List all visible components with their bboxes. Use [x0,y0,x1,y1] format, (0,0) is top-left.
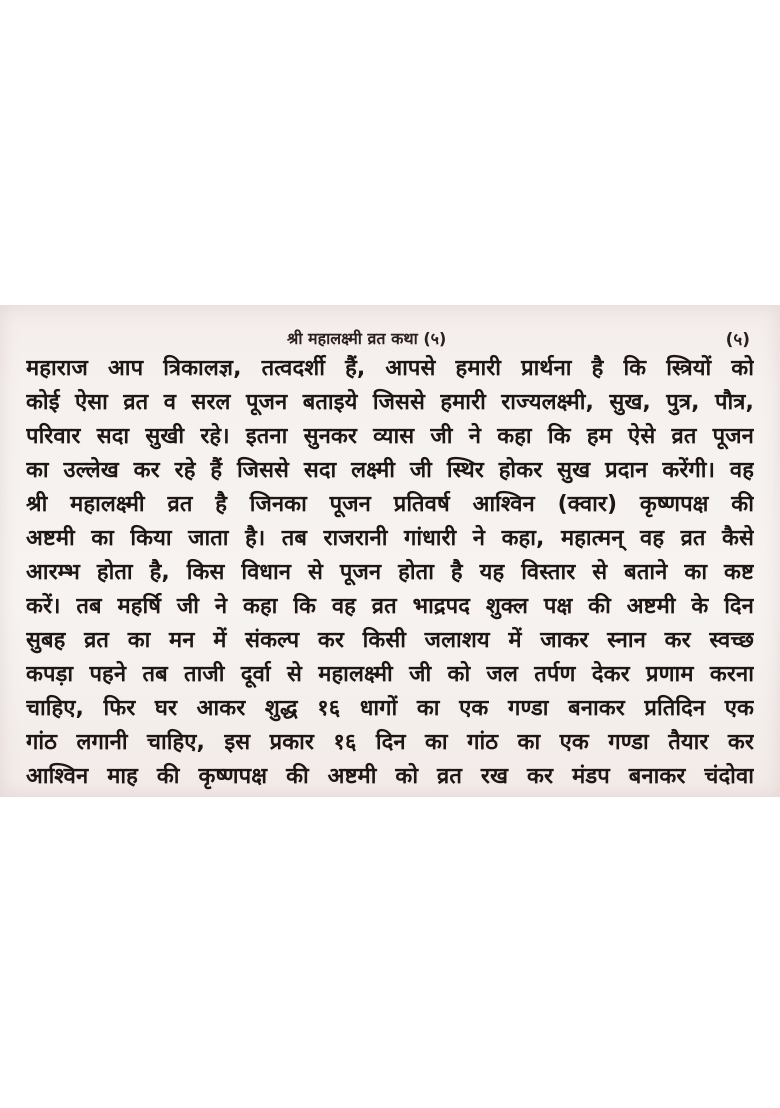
text-line: गांठ लगानी चाहिए, इस प्रकार १६ दिन का गांठ का एक गण्डा तैयार कर [26,730,754,755]
body-text [26,352,754,794]
text-line: कोई ऐसा व्रत व सरल पूजन बताइये जिससे हमारी राज्यलक्ष्मी, सुख, पुत्र, पौत्र, [26,390,754,415]
text-line: अष्टमी का किया जाता है। तब राजरानी गांधारी ने कहा, महात्मन् वह व्रत कैसे [26,526,754,551]
text-line: सुबह व्रत का मन में संकल्प कर किसी जलाशय में जाकर स्नान कर स्वच्छ [26,628,754,653]
page-number: (५) [725,330,750,350]
text-line: महाराज आप त्रिकालज्ञ, तत्वदर्शी हैं, आपसे हमारी प्रार्थना है कि स्त्रियों को [26,356,754,381]
text-line: परिवार सदा सुखी रहे। इतना सुनकर व्यास जी ने कहा कि हम ऐसे व्रत पूजन [26,424,754,449]
text-line: का उल्लेख कर रहे हैं जिससे सदा लक्ष्मी जी स्थिर होकर सुख प्रदान करेंगी। वह [26,458,754,483]
text-line: आश्विन माह की कृष्णपक्ष की अष्टमी को व्रत रख कर मंडप बनाकर चंदोवा [26,764,754,789]
text-line: आरम्भ होता है, किस विधान से पूजन होता है यह विस्तार से बताने का कष्ट [26,560,754,585]
page-header [0,327,780,353]
running-title: श्री महालक्ष्मी व्रत कथा (५) [287,329,447,348]
text-line: श्री महालक्ष्मी व्रत है जिनका पूजन प्रतिवर्ष आश्विन (क्वार) कृष्णपक्ष की [26,492,754,517]
text-line: कपड़ा पहने तब ताजी दूर्वा से महालक्ष्मी जी को जल तर्पण देकर प्रणाम करना [26,662,754,687]
text-line: चाहिए, फिर घर आकर शुद्ध १६ धागों का एक गण्डा बनाकर प्रतिदिन एक [26,696,754,721]
text-line: करें। तब महर्षि जी ने कहा कि वह व्रत भाद्रपद शुक्ल पक्ष की अष्टमी के दिन [26,594,754,619]
